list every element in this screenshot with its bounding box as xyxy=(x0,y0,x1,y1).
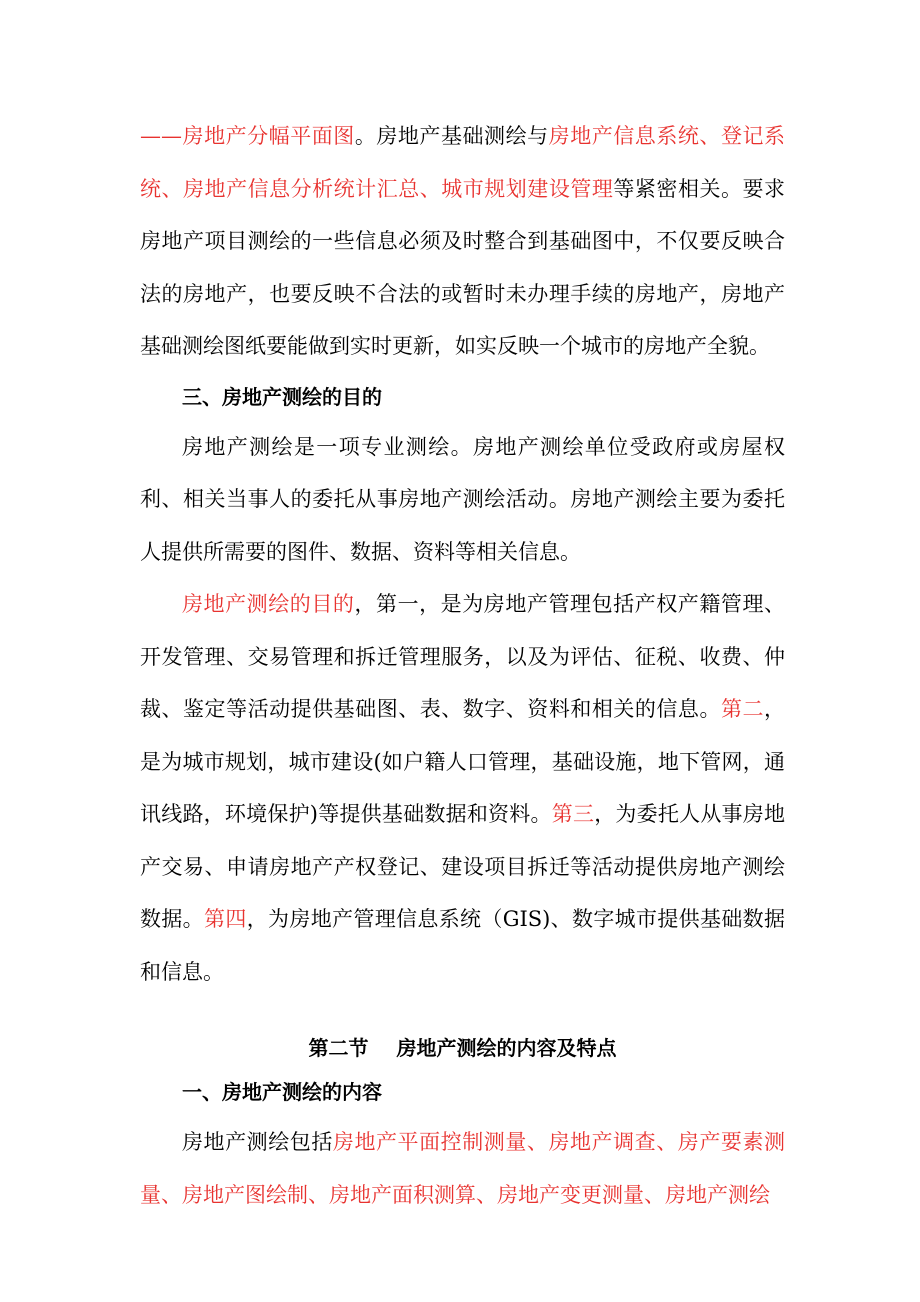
body-text: 房地产测绘包括 xyxy=(182,1130,333,1154)
heading-content: 一、房地产测绘的内容 xyxy=(182,1080,382,1104)
highlight-text: 第二 xyxy=(720,697,765,721)
highlight-text: 房地产测绘的目的 xyxy=(182,592,355,616)
document-body xyxy=(140,110,785,1221)
paragraph-purpose xyxy=(140,578,785,998)
body-text: ，为房地产管理信息系统（GIS)、数字城市提供基础数据和信息。 xyxy=(140,907,786,984)
heading-purpose: 三、房地产测绘的目的 xyxy=(182,384,382,409)
paragraph-content xyxy=(140,1116,785,1221)
body-text: ，是为城市规划，城市建设(如户籍人口管理，基础设施，地下管网，通讯线路，环境保护)等提供基础数据和资料。 xyxy=(140,697,786,826)
body-text: 。房地产基础测绘与 xyxy=(354,124,549,148)
paragraph-basic-mapping xyxy=(140,110,785,373)
paragraph-professional-mapping: 房地产测绘是一项专业测绘。房地产测绘单位受政府或房屋权利、相关当事人的委托从事房地产测绘活动。房地产测绘主要为委托人提供所需要的图件、数据、资料等相关信息。 xyxy=(140,434,785,564)
highlight-text: 房地产平面控制测量、房地产调查、房产要素测量、房地产图绘制、房地产面积测算、房地产变更测量、房地产测绘 xyxy=(140,1130,785,1207)
highlight-text: 第四 xyxy=(204,907,247,931)
highlight-text: ——房地产分幅平面图 xyxy=(140,124,355,148)
section-title xyxy=(140,1028,785,1068)
section-number: 第二节 xyxy=(308,1036,369,1060)
body-text: 等紧密相关。要求房地产项目测绘的一些信息必须及时整合到基础图中，不仅要反映合法的房地产，也要反映不合法的或暂时未办理手续的房地产，房地产基础测绘图纸要能做到实时更新，如实反映一个城市的房地产全貌。 xyxy=(140,176,786,358)
section-name: 房地产测绘的内容及特点 xyxy=(396,1036,617,1060)
highlight-text: 第三 xyxy=(551,802,595,826)
body-text: ，为委托人从事房地产交易、申请房地产产权登记、建设项目拆迁等活动提供房地产测绘数据。 xyxy=(140,802,785,931)
body-text: ，第一，是为房地产管理包括产权产籍管理、开发管理、交易管理和拆迁管理服务，以及为评估、征税、收费、仲裁、鉴定等活动提供基础图、表、数字、资料和相关的信息。 xyxy=(140,592,786,721)
highlight-text: 房地产信息系统、登记系统、房地产信息分析统计汇总、城市规划建设管理 xyxy=(140,124,786,201)
